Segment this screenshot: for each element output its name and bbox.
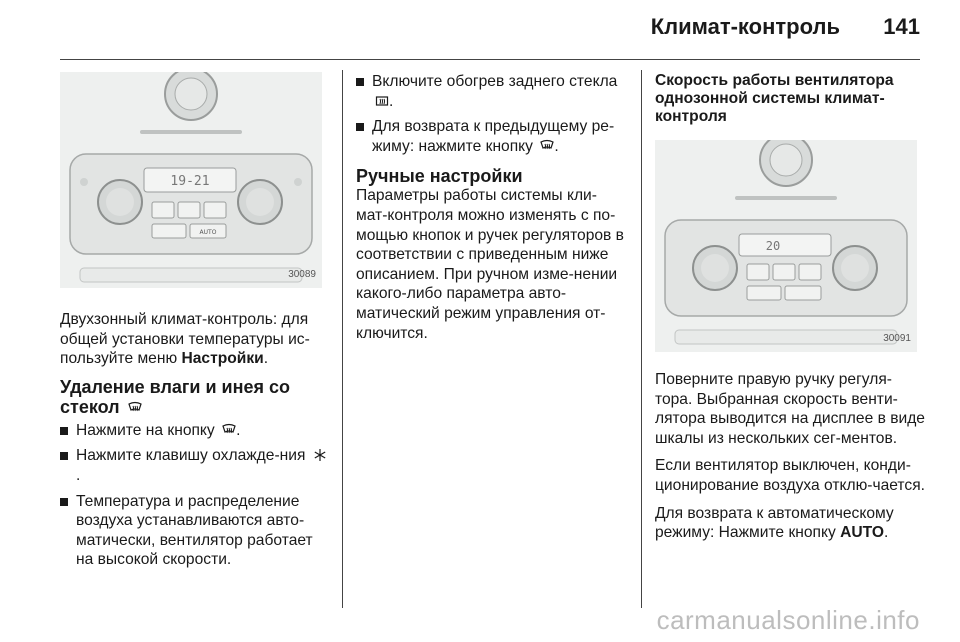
list-item: Включите обогрев заднего стекла . xyxy=(356,72,628,111)
list-item: Для возврата к предыдущему ре-жиму: нажмите кнопку . xyxy=(356,117,628,156)
list-item: Нажмите на кнопку . xyxy=(60,421,328,441)
figure-single-zone-panel xyxy=(655,140,917,352)
column-1 xyxy=(60,72,328,576)
column-3 xyxy=(655,72,925,551)
running-title: Климат-контроль xyxy=(650,14,840,39)
panel-display-text: 20 xyxy=(765,239,781,253)
panel-auto-label: AUTO xyxy=(199,229,217,236)
fan-off-paragraph: Если вентилятор выключен, конди-ционирование воздуха отклю-чается. xyxy=(655,457,925,494)
section-title-fan-speed: Скорость работы вентилятора однозонной системы климат-контроля xyxy=(655,72,894,125)
column-2 xyxy=(356,72,628,351)
list-item: Нажмите клавишу охлажде-ния . xyxy=(60,446,328,485)
column-divider xyxy=(641,70,642,608)
section-title-manual: Ручные настройки xyxy=(356,166,523,187)
windshield-defrost-icon xyxy=(540,139,554,153)
single-zone-panel-illustration xyxy=(655,140,917,352)
figure-number: 30089 xyxy=(288,269,316,281)
page-header xyxy=(0,0,960,60)
section-title-defrost: Удаление влаги и инея со стекол xyxy=(60,376,291,417)
header-rule xyxy=(60,59,920,60)
intro-paragraph: Двухзонный климат-контроль: для общей установки температуры ис-пользуйте меню Настройки. xyxy=(60,311,310,368)
figure-dual-zone-panel xyxy=(60,72,322,288)
figure-number: 30091 xyxy=(883,333,911,345)
windshield-defrost-icon xyxy=(222,423,236,437)
watermark: carmanualsonline.info xyxy=(656,605,920,635)
panel-display-text: 19-21 xyxy=(170,174,210,189)
dual-zone-panel-illustration xyxy=(60,72,322,288)
column-divider xyxy=(342,70,343,608)
snowflake-icon xyxy=(313,448,327,462)
manual-body: Параметры работы системы кли-мат-контроля можно изменять с по-мощью кнопок и ручек регуляторов в соответствии с приведенным ниже описанием. При ручном изме-нении какого-либо параметра авто-матический режим управления от-ключится. xyxy=(356,187,624,342)
page-number: 141 xyxy=(883,14,920,39)
auto-return-paragraph: Для возврата к автоматическому режиму: Нажмите кнопку AUTO. xyxy=(655,504,894,542)
fan-speed-paragraph: Поверните правую ручку регуля-тора. Выбранная скорость венти-лятора выводится на дисплее в виде шкалы из нескольких сег-ментов. xyxy=(655,371,925,447)
rear-window-heat-icon xyxy=(375,94,389,108)
rear-window-steps xyxy=(356,72,628,156)
windshield-defrost-icon xyxy=(128,401,142,415)
defrost-steps xyxy=(60,421,328,570)
list-item: Температура и распределение воздуха устанавливаются авто-матически, вентилятор работает на высокой скорости. xyxy=(60,492,328,570)
